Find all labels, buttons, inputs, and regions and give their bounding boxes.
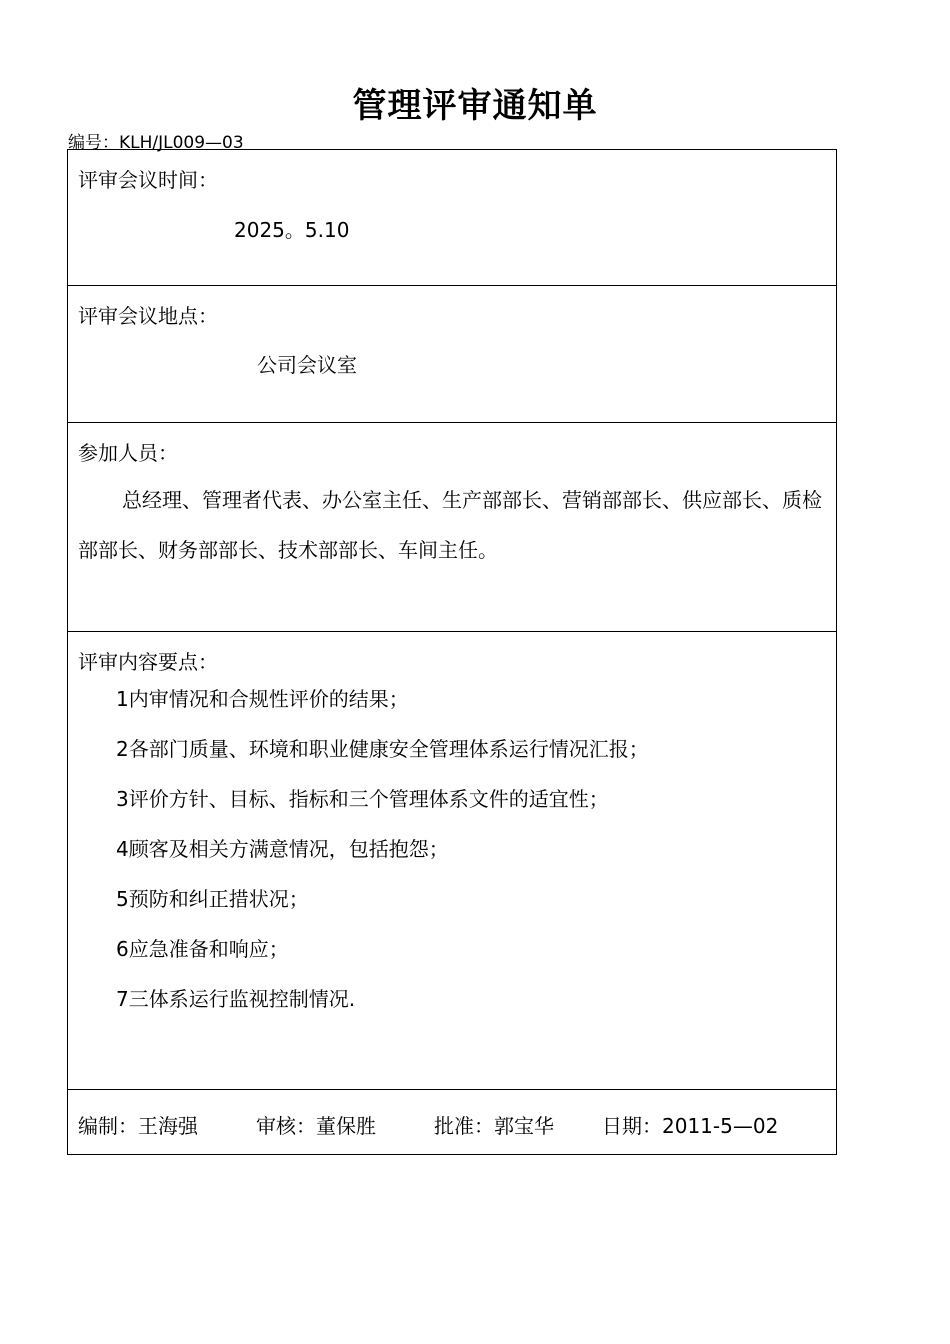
- participants-list: 总经理、管理者代表、办公室主任、生产部部长、营销部部长、供应部长、质检部部长、财务部部长、技术部部长、车间主任。: [78, 488, 822, 562]
- meeting-location-label: 评审会议地点：: [78, 304, 218, 328]
- reviewed-by: 审核：董保胜: [256, 1114, 376, 1138]
- row-meeting-time: [68, 150, 837, 286]
- review-points-label: 评审内容要点：: [78, 650, 218, 674]
- list-item: 1内审情况和合规性评价的结果；: [116, 687, 409, 711]
- footer-cell: [68, 1090, 837, 1155]
- notice-form: [67, 149, 837, 1155]
- list-item: 4顾客及相关方满意情况，包括抱怨；: [116, 837, 449, 861]
- row-meeting-location: [68, 286, 837, 423]
- list-item: 7三体系运行监视控制情况.: [116, 987, 356, 1011]
- list-item: 5预防和纠正措状况；: [116, 887, 309, 911]
- date: 日期：2011-5—02: [602, 1114, 779, 1138]
- prepared-by: 编制：王海强: [78, 1114, 198, 1138]
- row-participants: [68, 423, 837, 632]
- review-points-list: [116, 684, 649, 1034]
- list-item: 6应急准备和响应；: [116, 937, 289, 961]
- list-item: 2各部门质量、环境和职业健康安全管理体系运行情况汇报；: [116, 737, 649, 761]
- meeting-location-cell: [68, 286, 837, 423]
- signature-line: [78, 1110, 778, 1139]
- approved-by: 批准：郭宝华: [434, 1114, 554, 1138]
- meeting-time-label: 评审会议时间：: [78, 168, 218, 192]
- document-number: 编号：KLH/JL009—03: [68, 133, 244, 153]
- participants-cell: [68, 423, 837, 632]
- meeting-location-value: 公司会议室: [257, 353, 357, 377]
- review-points-cell: [68, 632, 837, 1090]
- participants-label: 参加人员：: [78, 441, 178, 465]
- row-review-points: [68, 632, 837, 1090]
- meeting-time-value: 2025。5.10: [234, 218, 350, 242]
- meeting-time-cell: [68, 150, 837, 286]
- list-item: 3评价方针、目标、指标和三个管理体系文件的适宜性；: [116, 787, 609, 811]
- row-footer: [68, 1090, 837, 1155]
- document-title: 管理评审通知单: [352, 86, 598, 126]
